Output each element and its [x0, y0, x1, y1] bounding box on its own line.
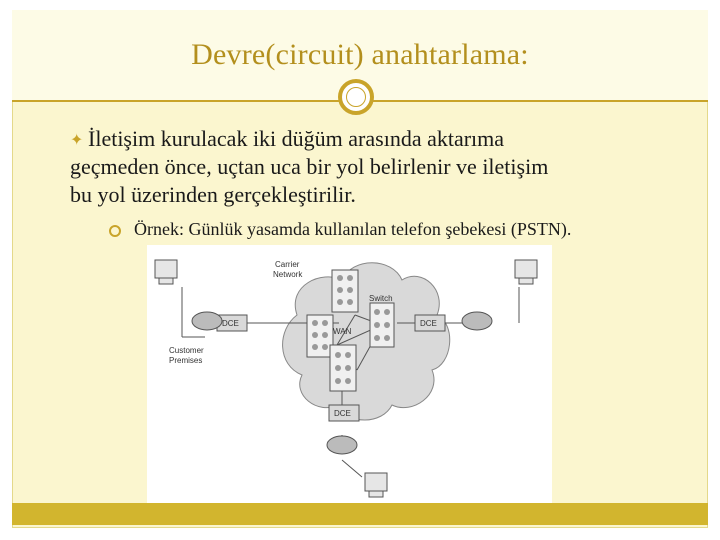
dce-right-label: DCE [420, 319, 437, 328]
pc-icon [155, 260, 177, 278]
network-diagram-svg [147, 245, 552, 505]
wan-label: WAN [333, 327, 352, 336]
customer-label: Customer [169, 346, 204, 355]
bullet-sub: Örnek: Günlük yasamda kullanılan telefon şebekesi (PSTN). [134, 219, 572, 239]
switch-icon [330, 345, 356, 391]
dce-left-label: DCE [222, 319, 239, 328]
network-label: Network [273, 270, 303, 279]
dce-bottom-label: DCE [334, 409, 351, 418]
slide-title: Devre(circuit) anahtarlama: [191, 38, 529, 71]
bullet-main-line-1: İletişim kurulacak iki düğüm arasında aktarıma [88, 126, 505, 151]
divider-circle-ornament [338, 79, 374, 115]
bullet-main-line-3: bu yol üzerinden gerçekleştirilir. [70, 182, 356, 207]
pc-icon [515, 260, 537, 278]
circuit-switching-diagram [147, 245, 552, 505]
sub-bullet-circle-icon [109, 225, 121, 237]
router-icon [192, 312, 222, 330]
carrier-label: Carrier [275, 260, 300, 269]
premises-label: Premises [169, 356, 203, 365]
switch-icon [370, 303, 394, 347]
router-icon [462, 312, 492, 330]
bullet-marker-icon: ✦ [70, 132, 84, 149]
switch-icon [307, 315, 333, 357]
router-icon [327, 436, 357, 454]
slide-footer-bar [12, 503, 708, 525]
pc-icon [365, 473, 387, 491]
switch-icon [332, 270, 358, 312]
switch-label: Switch [369, 294, 393, 303]
bullet-main [70, 125, 680, 209]
bullet-main-line-2: geçmeden önce, uçtan uca bir yol belirlenir ve iletişim [70, 154, 549, 179]
